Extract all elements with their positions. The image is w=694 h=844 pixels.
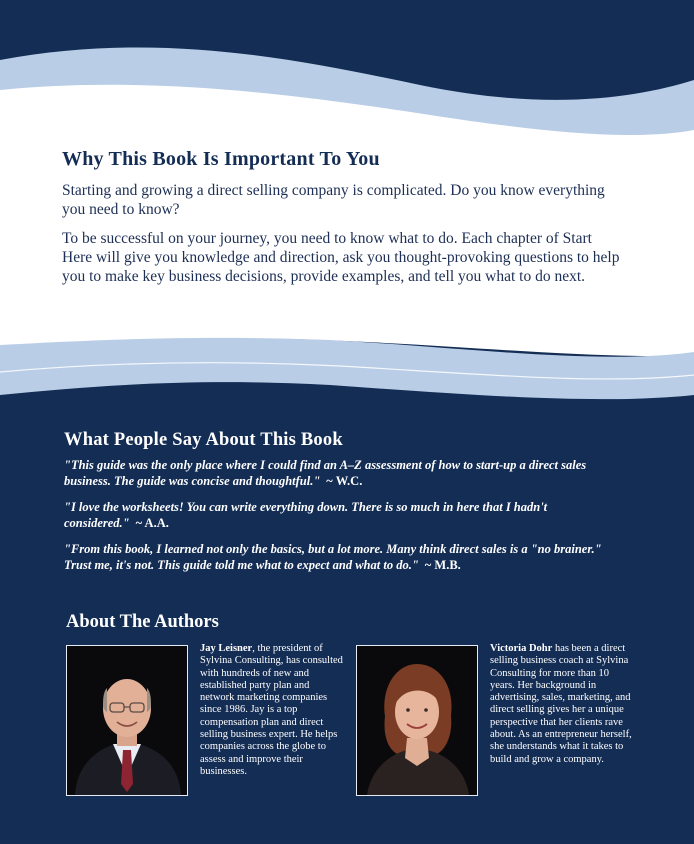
author-name: Jay Leisner <box>200 643 253 654</box>
testimonials-title: What People Say About This Book <box>64 430 343 450</box>
testimonial-quote <box>64 541 624 573</box>
author-photo-jay <box>66 645 188 796</box>
testimonial-quote <box>64 499 624 531</box>
authors-title: About The Authors <box>66 612 219 632</box>
quote-author: ~ M.B. <box>424 558 461 572</box>
authors-section <box>66 612 636 777</box>
author-photo-victoria <box>356 645 478 796</box>
author-bio-text: , the president of Sylvina Consulting, has consulted with hundreds of new and established party plan and network marketing companies since 1986. Jay is a top compensation plan and direct selling business expert. He helps companies across the globe to assess and improve their businesses. <box>200 643 343 777</box>
testimonial-quote <box>64 457 624 489</box>
author-bio-jay <box>200 643 344 778</box>
author-bio-text: has been a direct selling business coach at Sylvina Consulting for more than 10 years. Her background in advertising, sales, marketing, and direct selling gives her a unique perspective that her clients rave about. As an entrepreneur herself, she understands what it takes to build and grow a company. <box>490 643 632 765</box>
testimonials-section <box>64 430 624 583</box>
importance-paragraph: To be successful on your journey, you need to know what to do. Each chapter of Start Here will give you knowledge and direction, ask you thought-provoking questions to help you to make key business decisions, provide examples, and tell you what to do next. <box>62 230 620 285</box>
quote-text: "I love the worksheets! You can write everything down. There is so much in here that I hadn't considered." <box>64 500 548 530</box>
quote-text: "From this book, I learned not only the basics, but a lot more. Many think direct sales is a "no brainer." Trust me, it's not. This guide told me what to expect and what to do." <box>64 542 602 572</box>
importance-paragraph: Starting and growing a direct selling company is complicated. Do you know everything you need to know? <box>62 182 605 218</box>
author-bio-victoria <box>490 643 634 766</box>
importance-section <box>62 148 622 296</box>
quote-author: ~ W.C. <box>326 474 363 488</box>
quote-text: "This guide was the only place where I could find an A–Z assessment of how to start-up a direct sales business. The guide was concise and thoughtful." <box>64 458 587 488</box>
author-name: Victoria Dohr <box>490 643 553 654</box>
importance-title: Why This Book Is Important To You <box>62 148 380 170</box>
quote-author: ~ A.A. <box>135 516 169 530</box>
